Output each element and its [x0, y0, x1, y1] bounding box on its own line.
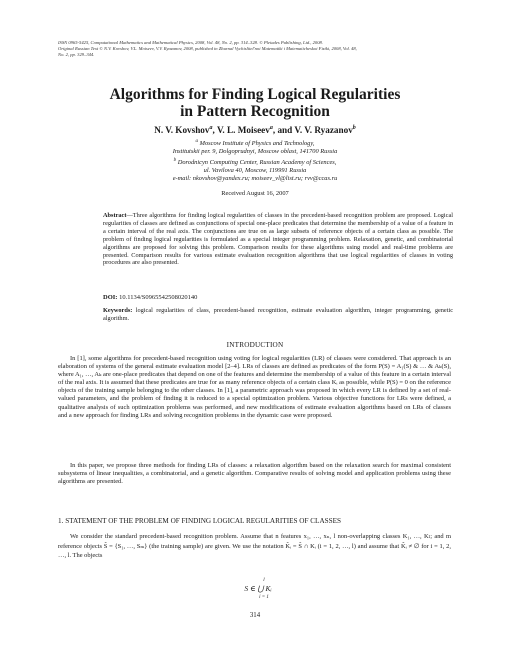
author-emails: e-mail: nkovshov@yandex.ru; moiseev_vl@list.ru; rvv@ccas.ru: [172, 175, 338, 183]
paper-title: [40, 86, 470, 120]
header-line-2: Original Russian Text © N.V. Kovshov, V.L. Moiseev, V.V. Ryazanov, 2008, published in Zhurnal Vychislitel'noi Matematiki i Matematicheskoi Fiziki, 2008, Vol. 48,: [58, 46, 357, 51]
union-equation: [228, 578, 288, 608]
affiliation-mark: a: [269, 125, 273, 131]
abstract-label: Abstract: [103, 212, 127, 219]
equation-upper-limit: l: [263, 578, 265, 583]
doi-value: 10.1134/S0965542508020140: [119, 294, 198, 301]
affiliation-mark: b: [352, 125, 356, 131]
affiliations: [40, 138, 470, 183]
header-line-3: No. 2, pp. 329–344.: [58, 52, 95, 57]
title-line-1: Algorithms for Finding Logical Regularities: [109, 86, 401, 103]
author-name: V. V. Ryazanov: [294, 125, 353, 136]
equation-lower-limit: i = 1: [259, 595, 269, 600]
equation-body: S ∈ ⋃ Kᵢ: [244, 584, 272, 593]
intro-paragraph-2: In this paper, we propose three methods for finding LRs of classes: a relaxation algorithm based on the relaxation search for maximal consistent subsystems of linear inequalities, a combinatorial, and a genetic algorithm. Comparative results of solving model and application problems using these algorithms are presented.: [58, 462, 451, 486]
received-date: Received August 16, 2007: [221, 190, 289, 197]
abstract: [103, 212, 453, 267]
affiliation-mark: a: [195, 139, 199, 144]
affiliation-mark: b: [173, 157, 177, 163]
affiliation-a-line-2: Institutskii per. 9, Dolgoprudnyi, Moscow oblast, 141700 Russia: [172, 148, 338, 156]
keywords-label: Keywords:: [103, 307, 133, 314]
author-name: N. V. Kovshov: [154, 125, 210, 136]
doi: [103, 294, 453, 301]
page-number: 314: [249, 612, 261, 619]
author-name: V. L. Moiseev: [216, 125, 270, 136]
author-list: [40, 123, 470, 136]
doi-label: DOI:: [103, 294, 118, 301]
author-separator: ,: [212, 125, 217, 136]
affiliation-b-line-1: $^b$ Dorodnicyn Computing Center, Russian Academy of Sciences,: [173, 157, 337, 166]
title-line-2: in Pattern Recognition: [180, 103, 330, 120]
section-heading-1: 1. STATEMENT OF THE PROBLEM OF FINDING LOGICAL REGULARITIES OF CLASSES: [58, 517, 342, 525]
intro-paragraph-1: In [1], some algorithms for precedent-based recognition using voting for logical regularities (LR) of classes were considered. That approach is an elaboration of systems of the general estimate evaluation model [2–4]. LRs of classes are defined as predicates of the form P(S) = A₁(S) & … & Aₖ(S), where A₁, …, Aₖ are one-place predicates that depend on one of the features and determine the membership of a value of this feature in a certain interval of the real axis. It is assumed that these predicates are true for as many reference objects of a certain class Kᵢ as possible, while P(S) = 0 on the reference objects of the training sample belonging to the other classes. In [1], a parametric approach was proposed in which every LR is defined by a set of real-valued parameters, and the problem of finding it is reduced to a special optimization problem. Various objective functions for LRs were defined, a qualitative analysis of such optimization problems was performed, and new modifications of estimate evaluation algorithms based on LRs of classes and a new approach for finding LRs and solving recognition problems in the dynamic case were proposed.: [58, 355, 452, 419]
keywords: [103, 307, 453, 323]
affiliation-mark: a: [209, 125, 213, 131]
keywords-text: logical regularities of class, precedent-based recognition, estimate evaluation algorithm, integer programming, genetic algorithm.: [103, 307, 453, 322]
author-separator: , and: [272, 125, 295, 136]
affiliation-a-line-1: $^a$ Moscow Institute of Physics and Technology,: [195, 139, 315, 148]
abstract-text: —Three algorithms for finding logical regularities of classes in the precedent-based recognition problem are proposed. Logical regularities of classes are defined as conjunctions of special one-place predicates that determine the membership of a value of a feature in a certain interval of the real axis. The conjunctions are true on as large subsets of reference objects of a certain class as possible. The problem of finding logical regularities is formulated as a special integer programming problem. Relaxation, genetic, and combinatorial algorithms are proposed for solving this problem. Comparison results for these algorithms using model and real-time problems are presented. Comparison results for various estimate evaluation recognition algorithms that use logical regularities of classes in voting procedures are also presented.: [103, 212, 453, 267]
affiliation-b-line-2: ul. Vavilova 40, Moscow, 119991 Russia: [203, 166, 307, 174]
section-heading-introduction: INTRODUCTION: [226, 341, 284, 349]
section-1-paragraph-1: We consider the standard precedent-based recognition problem. Assume that n features x₁, …, xₙ, l non-overlapping classes K₁, …, Kₗ; and m reference objects S̃ = {S₁, …, Sₘ} (the training sample) are given. We use the notation K̃ᵢ = S̃ ∩ Kᵢ (i = 1, 2, …, l) and assume that K̃ᵢ ≠ ∅ for i = 1, 2, …, l. The objects: [58, 533, 451, 560]
header-line-1: ISSN 0965-5425, Computational Mathematics and Mathematical Physics, 2008, Vol. 48, No. 2, pp. 314–328. © Pleiades Publishing, Ltd., 2008.: [58, 40, 323, 45]
